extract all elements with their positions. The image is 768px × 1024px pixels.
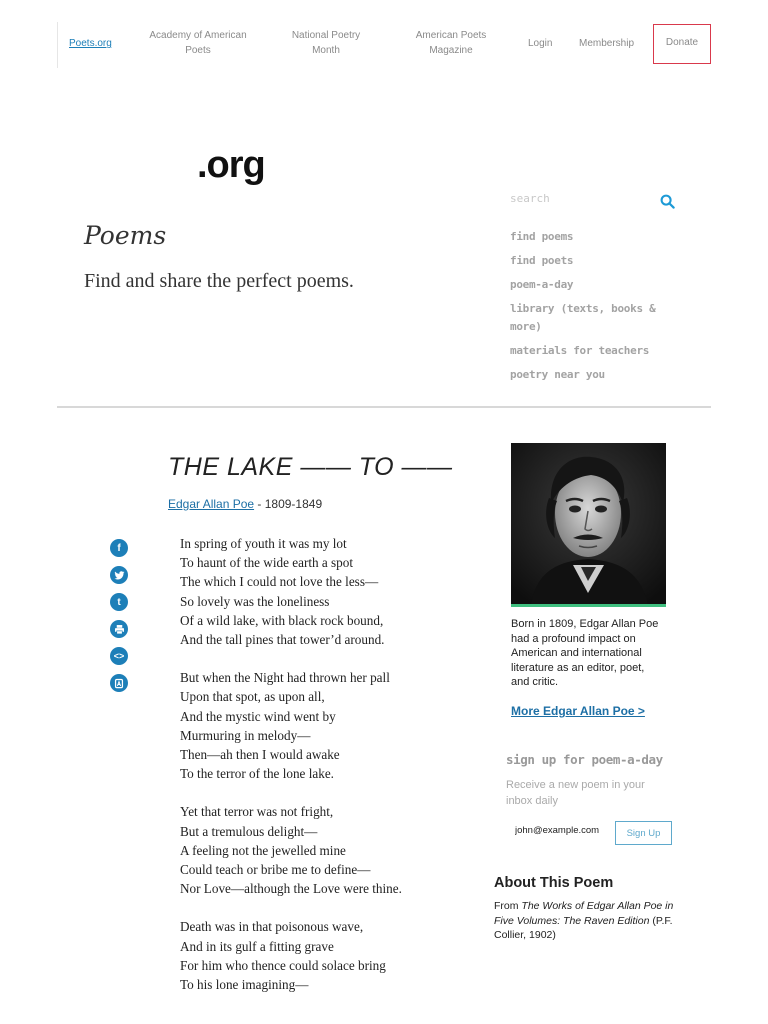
poem-line: Murmuring in melody—: [180, 727, 311, 743]
facebook-share-icon[interactable]: [110, 539, 128, 557]
poem-stanza: [180, 802, 402, 898]
poem-line: Nor Love—although the Love were thine.: [180, 881, 402, 897]
nav-login-link[interactable]: Login: [528, 38, 553, 49]
poem-author-link[interactable]: Edgar Allan Poe: [168, 497, 255, 511]
bookmark-glyph: [114, 678, 124, 689]
more-author-link[interactable]: More Edgar Allan Poe >: [511, 704, 645, 718]
poem-stanza: [180, 917, 402, 994]
twitter-share-icon[interactable]: [110, 566, 128, 584]
poem-line: Upon that spot, as upon all,: [180, 689, 325, 705]
poem-line: To the terror of the lone lake.: [180, 766, 334, 782]
portrait-accent-bar: [511, 604, 666, 607]
nav-membership-link[interactable]: Membership: [579, 38, 635, 49]
sidebar-item-find-poems[interactable]: find poems: [510, 230, 574, 243]
poem-author-line: [168, 497, 322, 511]
print-icon[interactable]: [110, 620, 128, 638]
author-bio: Born in 1809, Edgar Allan Poe had a profound impact on American and international literature as an editor, poet, and critic.: [511, 618, 659, 688]
page-tagline: Find and share the perfect poems.: [84, 270, 354, 292]
poem-line: Could teach or bribe me to define—: [180, 862, 371, 878]
facebook-glyph: f: [117, 542, 121, 554]
sidebar-item-materials-teachers[interactable]: materials for teachers: [510, 344, 650, 357]
signup-description: Receive a new poem in your inbox daily: [506, 779, 645, 807]
top-nav: [57, 22, 712, 68]
nav-magazine-link[interactable]: American Poets Magazine: [415, 30, 487, 56]
poem-body: [180, 534, 402, 1013]
tumblr-glyph: t: [117, 596, 121, 608]
poem-title: THE LAKE —— TO ——: [168, 453, 453, 481]
about-source-title: The Works of Edgar Allan Poe in Five Volumes: The Raven Edition: [494, 900, 674, 927]
poem-line: The which I could not love the less—: [180, 574, 379, 590]
poem-stanza: [180, 668, 402, 783]
page-title: Poems: [84, 221, 167, 250]
about-publisher: (P.F. Collier, 1902): [494, 914, 673, 941]
author-portrait-image: [511, 443, 666, 605]
poem-line: A feeling not the jewelled mine: [180, 842, 346, 858]
poem-line: And in its gulf a fitting grave: [180, 938, 334, 954]
poem-line: And the mystic wind went by: [180, 708, 336, 724]
poem-line: Of a wild lake, with black rock bound,: [180, 612, 384, 628]
signup-button[interactable]: Sign Up: [615, 821, 672, 845]
about-poem-heading: About This Poem: [494, 875, 614, 891]
poem-line: So lovely was the loneliness: [180, 593, 330, 609]
poem-line: But when the Night had thrown her pall: [180, 670, 390, 686]
poem-line: Then—ah then I would awake: [180, 747, 340, 763]
nav-brand-link[interactable]: Poets.org: [69, 38, 112, 49]
embed-code-icon[interactable]: [110, 647, 128, 665]
email-field[interactable]: [515, 825, 610, 836]
poem-stanza: [180, 534, 402, 649]
embed-glyph: <>: [113, 651, 125, 661]
nav-academy-link[interactable]: Academy of American Poets: [149, 30, 247, 56]
sidebar-item-find-poets[interactable]: find poets: [510, 254, 574, 267]
signup-heading: sign up for poem-a-day: [506, 752, 663, 767]
tumblr-share-icon[interactable]: [110, 593, 128, 611]
nav-poetry-month-link[interactable]: National Poetry Month: [291, 30, 361, 56]
donate-button[interactable]: Donate: [653, 24, 711, 64]
twitter-bird-icon: [114, 570, 125, 581]
sidebar-item-poetry-near-you[interactable]: poetry near you: [510, 368, 605, 381]
poem-line: For him who thence could solace bring: [180, 957, 386, 973]
printer-glyph: [114, 624, 125, 635]
save-bookmark-icon[interactable]: [110, 674, 128, 692]
poem-line: To haunt of the wide earth a spot: [180, 555, 354, 571]
search-icon[interactable]: [660, 194, 675, 209]
search-input[interactable]: [510, 192, 655, 205]
about-from-label: From: [494, 900, 522, 912]
sidebar-item-poem-a-day[interactable]: poem-a-day: [510, 278, 574, 291]
poem-line: But a tremulous delight—: [180, 823, 318, 839]
about-poem-text: [494, 899, 689, 943]
poem-line: In spring of youth it was my lot: [180, 536, 347, 551]
author-portrait: [511, 443, 666, 605]
sidebar-item-library[interactable]: library (texts, books & more): [510, 302, 656, 333]
poem-line: To his lone imagining—: [180, 977, 309, 993]
site-logo[interactable]: .org: [197, 144, 265, 186]
poem-line: Death was in that poisonous wave,: [180, 919, 364, 935]
sidebar-nav: [510, 228, 660, 390]
section-divider: [57, 406, 711, 408]
poem-line: Yet that terror was not fright,: [180, 804, 334, 820]
poem-author-dates: - 1809-1849: [254, 497, 323, 511]
poem-line: And the tall pines that tower’d around.: [180, 632, 385, 648]
